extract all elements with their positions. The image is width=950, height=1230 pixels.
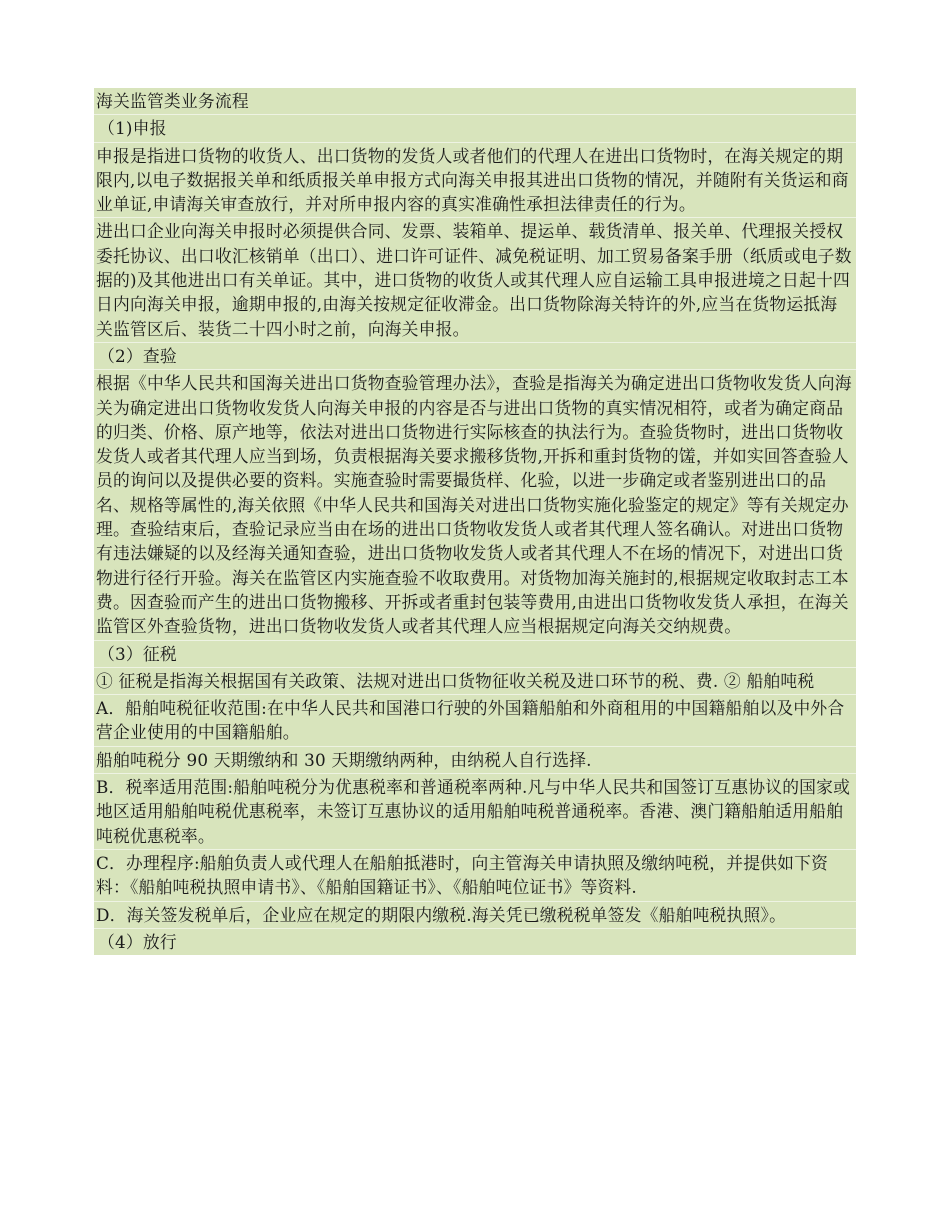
paragraph-declaration-definition: 申报是指进口货物的收货人、出口货物的发货人或者他们的代理人在进出口货物时，在海关规定的期限内,以电子数据报关单和纸质报关单申报方式向海关申报其进出口货物的情况，并随附有关货运和商业单证,申请海关审查放行，并对所申报内容的真实准确性承担法律责任的行为。 [94,142,856,218]
paragraph-tonnage-license: D．海关签发税单后，企业应在规定的期限内缴税.海关凭已缴税税单签发《船舶吨税执照》。 [94,901,856,928]
paragraph-inspection: 根据《中华人民共和国海关进出口货物查验管理办法》，查验是指海关为确定进出口货物收发货人向海关为确定进出口货物收发货人向海关申报的内容是否与进出口货物的真实情况相符，或者为确定商品的归类、价格、原产地等，依法对进出口货物进行实际核查的执法行为。查验货物时，进出口货物收发货人或者其代理人应当到场，负责根据海关要求搬移货物,开拆和重封货物的馐，并如实回答查验人员的询问以及提供必要的资料。实施查验时需要撮货样、化验，以进一步确定或者鉴别进出口的品名、规格等属性的,海关依照《中华人民共和国海关对进出口货物实施化验鉴定的规定》等有关规定办理。查验结束后，查验记录应当由在场的进出口货物收发货人或者其代理人签名确认。对进出口货物有违法嫌疑的以及经海关通知查验，进出口货物收发货人或者其代理人不在场的情况下，对进出口货物进行径行开验。海关在监管区内实施查验不收取费用。对货物加海关施封的,根据规定收取封志工本费。因查验而产生的进出口货物搬移、开拆或者重封包装等费用,由进出口货物收发货人承担，在海关监管区外查验货物，进出口货物收发货人或者其代理人应当根据规定向海关交纳规费。 [94,369,856,639]
section-heading-taxation: （3）征税 [94,640,856,667]
paragraph-declaration-documents: 进出口企业向海关申报时必须提供合同、发票、装箱单、提运单、载货清单、报关单、代理报关授权委托协议、出口收汇核销单（出口）、进口许可证件、减免税证明、加工贸易备案手册（纸质或电子数据的)及其他进出口有关单证。其中，进口货物的收货人或其代理人应自运输工具申报进境之日起十四日内向海关申报，逾期申报的,由海关按规定征收滞金。出口货物除海关特许的外,应当在货物运抵海关监管区后、装货二十四小时之前，向海关申报。 [94,217,856,341]
document-title: 海关监管类业务流程 [94,88,856,114]
section-heading-release: （4）放行 [94,928,856,955]
paragraph-tonnage-procedure: C．办理程序:船舶负责人或代理人在船舶抵港时，向主管海关申请执照及缴纳吨税，并提供如下资料：《船舶吨税执照申请书》、《船舶国籍证书》、《船舶吨位证书》等资料. [94,849,856,901]
paragraph-tonnage-scope: A．船舶吨税征收范围:在中华人民共和国港口行驶的外国籍船舶和外商租用的中国籍船舶以及中外合营企业使用的中国籍船舶。 [94,694,856,746]
section-heading-declaration: （1)申报 [94,114,856,141]
section-heading-inspection: （2）查验 [94,342,856,369]
document-body [94,88,856,955]
paragraph-taxation-definition: ① 征税是指海关根据国有关政策、法规对进出口货物征收关税及进口环节的税、费. ② 船舶吨税 [94,667,856,694]
paragraph-tonnage-period: 船舶吨税分 90 天期缴纳和 30 天期缴纳两种，由纳税人自行选择. [94,746,856,773]
paragraph-tonnage-rates: B．税率适用范围:船舶吨税分为优惠税率和普通税率两种.凡与中华人民共和国签订互惠协议的国家或地区适用船舶吨税优惠税率，未签订互惠协议的适用船舶吨税普通税率。香港、澳门籍船舶适用船舶吨税优惠税率。 [94,773,856,849]
